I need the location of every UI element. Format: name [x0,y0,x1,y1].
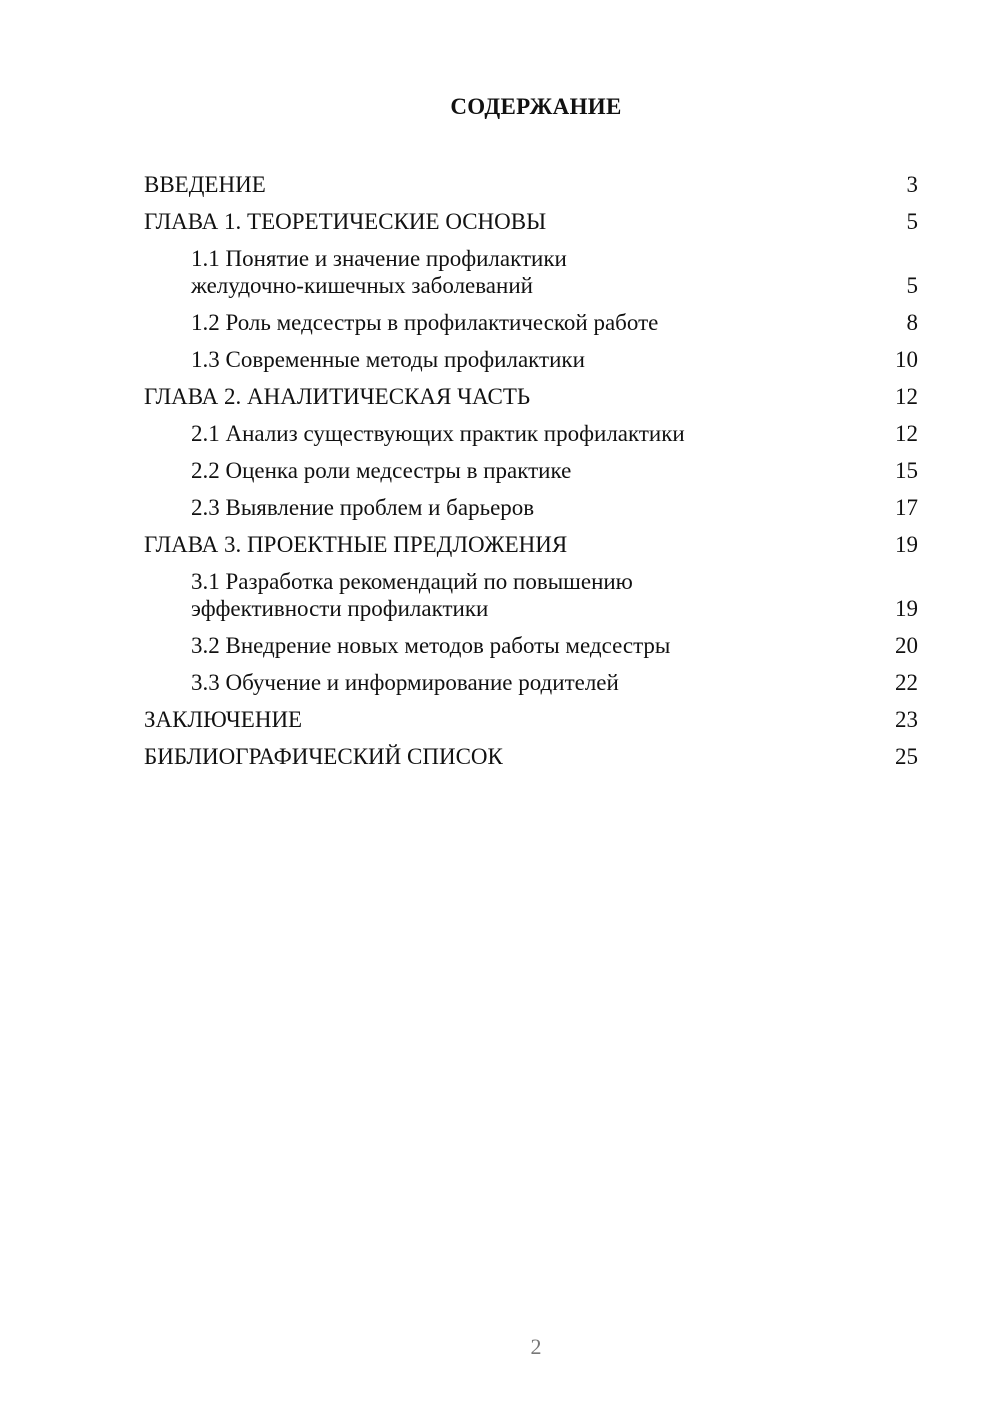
toc-entry-conclusion[interactable] [144,701,918,738]
toc-entry-section-3-3[interactable] [144,664,918,701]
page-number: 2 [530,1334,542,1359]
toc-entry-page: 23 [895,707,918,732]
toc-entry-section-1-1[interactable] [144,240,918,304]
toc-entry-label: 2.1 Анализ существующих практик профилактики [191,421,685,446]
toc-entry-page: 22 [895,670,918,695]
toc-entry-page: 3 [906,172,918,197]
toc-entry-chapter-1[interactable] [144,203,918,240]
toc-entry-label: 2.2 Оценка роли медсестры в практике [191,458,572,483]
toc-entry-label: 2.3 Выявление проблем и барьеров [191,495,535,520]
toc-entry-page: 20 [895,633,918,658]
toc-entry-chapter-2[interactable] [144,378,918,415]
toc-entry-label: 3.1 Разработка рекомендаций по повышению эффективности профилактики [191,569,633,621]
toc-entry-section-3-2[interactable] [144,627,918,664]
toc-entry-label: 1.3 Современные методы профилактики [191,347,585,372]
toc-entry-page: 12 [895,384,918,409]
table-of-contents [144,166,918,775]
toc-entry-section-1-2[interactable] [144,304,918,341]
toc-entry-page: 25 [895,744,918,769]
toc-entry-label: ГЛАВА 3. ПРОЕКТНЫЕ ПРЕДЛОЖЕНИЯ [144,532,568,557]
toc-entry-page: 17 [895,495,918,520]
toc-entry-label: ГЛАВА 2. АНАЛИТИЧЕСКАЯ ЧАСТЬ [144,384,531,409]
toc-entry-label: ВВЕДЕНИЕ [144,172,266,197]
toc-entry-label: 3.3 Обучение и информирование родителей [191,670,619,695]
toc-entry-section-1-3[interactable] [144,341,918,378]
toc-entry-label: 1.2 Роль медсестры в профилактической работе [191,310,659,335]
toc-entry-chapter-3[interactable] [144,526,918,563]
toc-entry-page: 5 [906,273,918,298]
toc-entry-introduction[interactable] [144,166,918,203]
toc-entry-label: 3.2 Внедрение новых методов работы медсестры [191,633,671,658]
toc-entry-page: 19 [895,596,918,621]
toc-entry-page: 10 [895,347,918,372]
toc-entry-section-2-3[interactable] [144,489,918,526]
toc-entry-page: 15 [895,458,918,483]
toc-entry-page: 5 [906,209,918,234]
toc-entry-section-2-1[interactable] [144,415,918,452]
toc-entry-label: ЗАКЛЮЧЕНИЕ [144,707,303,732]
toc-entry-page: 19 [895,532,918,557]
toc-entry-page: 12 [895,421,918,446]
page-title: СОДЕРЖАНИЕ [450,94,622,119]
toc-entry-label: 1.1 Понятие и значение профилактики желудочно-кишечных заболеваний [191,246,567,298]
toc-entry-label: ГЛАВА 1. ТЕОРЕТИЧЕСКИЕ ОСНОВЫ [144,209,547,234]
toc-entry-page: 8 [906,310,918,335]
toc-entry-section-2-2[interactable] [144,452,918,489]
toc-entry-label: БИБЛИОГРАФИЧЕСКИЙ СПИСОК [144,744,503,769]
toc-entry-section-3-1[interactable] [144,563,918,627]
toc-entry-bibliography[interactable] [144,738,918,775]
